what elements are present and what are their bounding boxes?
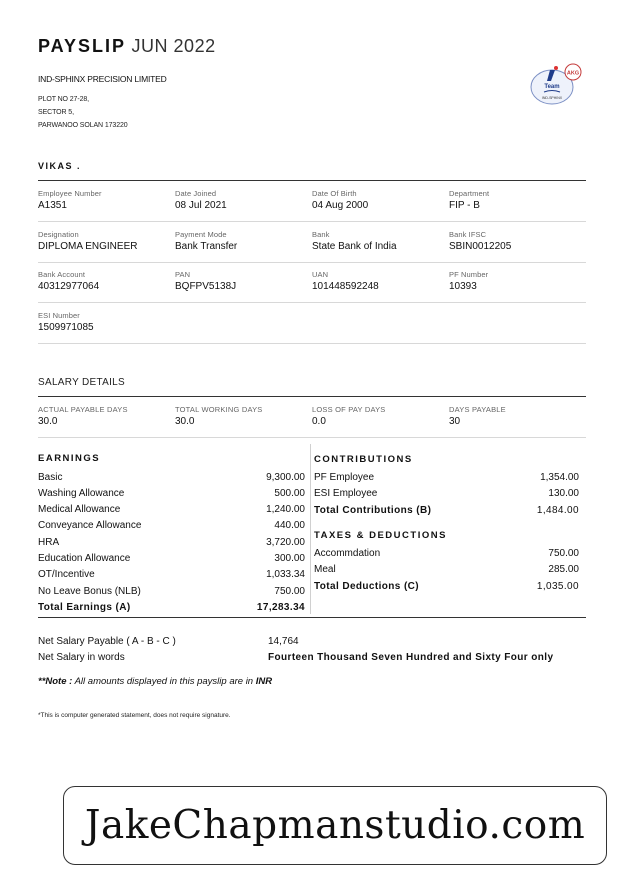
field-value: DIPLOMA ENGINEER <box>38 241 138 252</box>
deduction-row <box>314 548 579 559</box>
employee-name: VIKAS . <box>38 161 82 171</box>
net-salary-words-value: Fourteen Thousand Seven Hundred and Sixty Four only <box>268 652 554 663</box>
divider <box>38 617 586 618</box>
column-divider <box>310 444 311 614</box>
address-line-2: SECTOR 5, <box>38 109 74 116</box>
earning-row <box>38 537 305 548</box>
field-label: ESI Number <box>38 311 80 320</box>
field-label: TOTAL WORKING DAYS <box>175 405 263 414</box>
earning-name: Washing Allowance <box>38 488 125 499</box>
field-label: Date Of Birth <box>312 189 357 198</box>
divider <box>38 343 586 344</box>
currency-note <box>38 676 272 687</box>
field-value: FIP - B <box>449 200 480 211</box>
days-actual-payable <box>38 405 174 427</box>
field-label: UAN <box>312 270 329 279</box>
earning-name: Medical Allowance <box>38 504 121 515</box>
note-currency: INR <box>255 676 273 687</box>
total-contributions-amount: 1,484.00 <box>536 505 579 516</box>
days-payable <box>449 405 585 427</box>
logo-sub-text: IND-SPHINX <box>541 96 563 100</box>
divider <box>38 396 586 397</box>
field-label: LOSS OF PAY DAYS <box>312 405 386 414</box>
payslip-title-bold: PAYSLIP <box>38 36 127 56</box>
contribution-name: ESI Employee <box>314 488 378 499</box>
company-logo <box>530 62 582 106</box>
field-label: Employee Number <box>38 189 102 198</box>
total-earnings-row <box>38 602 305 613</box>
field-value: A1351 <box>38 200 67 211</box>
field-designation <box>38 230 174 252</box>
earning-row <box>38 504 305 515</box>
total-contributions-row <box>314 505 579 516</box>
earnings-heading: EARNINGS <box>38 453 101 464</box>
earning-amount: 1,240.00 <box>266 504 305 515</box>
total-deductions-label: Total Deductions (C) <box>314 581 420 592</box>
field-uan <box>312 270 448 292</box>
field-value: SBIN0012205 <box>449 241 512 252</box>
earning-name: OT/Incentive <box>38 569 95 580</box>
deduction-amount: 750.00 <box>548 548 579 559</box>
field-pf-number <box>449 270 585 292</box>
contribution-row <box>314 472 579 483</box>
net-salary-payable-value: 14,764 <box>268 636 299 647</box>
field-esi-number <box>38 311 174 333</box>
total-deductions-row <box>314 581 579 592</box>
deduction-row <box>314 564 579 575</box>
field-date-joined <box>175 189 311 211</box>
divider <box>38 302 586 303</box>
field-label: Department <box>449 189 490 198</box>
field-value: 1509971085 <box>38 322 94 333</box>
logo-badge: AKG <box>566 70 580 77</box>
earning-name: Conveyance Allowance <box>38 520 142 531</box>
earning-name: Education Allowance <box>38 553 131 564</box>
earning-amount: 300.00 <box>274 553 305 564</box>
field-label: ACTUAL PAYABLE DAYS <box>38 405 128 414</box>
earning-amount: 750.00 <box>274 586 305 597</box>
contribution-name: PF Employee <box>314 472 375 483</box>
contribution-amount: 1,354.00 <box>540 472 579 483</box>
earning-amount: 9,300.00 <box>266 472 305 483</box>
net-salary-words-label: Net Salary in words <box>38 652 125 663</box>
field-value: BQFPV5138J <box>175 281 237 292</box>
salary-details-title: SALARY DETAILS <box>38 377 126 388</box>
earning-row <box>38 569 305 580</box>
days-total-working <box>175 405 311 427</box>
field-value: 10393 <box>449 281 477 292</box>
note-text: All amounts displayed in this payslip are in <box>72 676 256 687</box>
field-value: State Bank of India <box>312 241 397 252</box>
contribution-row <box>314 488 579 499</box>
divider <box>38 221 586 222</box>
earning-name: Basic <box>38 472 63 483</box>
payslip-month: JUN 2022 <box>131 36 216 56</box>
field-date-of-birth <box>312 189 448 211</box>
days-loss-of-pay <box>312 405 448 427</box>
field-value: 40312977064 <box>38 281 100 292</box>
total-contributions-label: Total Contributions (B) <box>314 505 432 516</box>
watermark-box <box>63 786 607 865</box>
earning-amount: 3,720.00 <box>266 537 305 548</box>
divider <box>38 262 586 263</box>
field-label: PAN <box>175 270 191 279</box>
total-earnings-amount: 17,283.34 <box>256 602 305 613</box>
field-value: 30 <box>449 416 461 427</box>
deduction-amount: 285.00 <box>548 564 579 575</box>
earning-row <box>38 520 305 531</box>
field-value: 101448592248 <box>312 281 379 292</box>
total-earnings-label: Total Earnings (A) <box>38 602 131 613</box>
field-bank-account <box>38 270 174 292</box>
deduction-name: Accommdation <box>314 548 381 559</box>
field-label: DAYS PAYABLE <box>449 405 506 414</box>
field-bank-ifsc <box>449 230 585 252</box>
earning-name: No Leave Bonus (NLB) <box>38 586 141 597</box>
footer-note: *This is computer generated statement, does not require signature. <box>38 712 231 719</box>
field-payment-mode <box>175 230 311 252</box>
field-label: PF Number <box>449 270 489 279</box>
earning-name: HRA <box>38 537 60 548</box>
divider <box>38 437 586 438</box>
deductions-heading: TAXES & DEDUCTIONS <box>314 530 447 541</box>
field-label: Bank Account <box>38 270 86 279</box>
total-deductions-amount: 1,035.00 <box>536 581 579 592</box>
contribution-amount: 130.00 <box>548 488 579 499</box>
note-prefix: **Note : <box>38 676 73 687</box>
field-label: Bank <box>312 230 330 239</box>
field-bank <box>312 230 448 252</box>
net-salary-payable-label: Net Salary Payable ( A - B - C ) <box>38 636 176 647</box>
contributions-heading: CONTRIBUTIONS <box>314 454 413 465</box>
field-value: 30.0 <box>175 416 195 427</box>
field-value: 04 Aug 2000 <box>312 200 369 211</box>
logo-team-text: Team <box>544 84 560 90</box>
field-pan <box>175 270 311 292</box>
earning-row <box>38 488 305 499</box>
earning-row <box>38 586 305 597</box>
field-value: 0.0 <box>312 416 326 427</box>
field-label: Designation <box>38 230 79 239</box>
earning-row <box>38 553 305 564</box>
deduction-name: Meal <box>314 564 336 575</box>
field-value: Bank Transfer <box>175 241 238 252</box>
earning-amount: 1,033.34 <box>266 569 305 580</box>
field-value: 08 Jul 2021 <box>175 200 227 211</box>
address-line-1: PLOT NO 27-28, <box>38 96 89 103</box>
payslip-title <box>38 36 216 57</box>
field-label: Date Joined <box>175 189 217 198</box>
field-department <box>449 189 585 211</box>
earning-amount: 500.00 <box>274 488 305 499</box>
watermark-text: JakeChapmanstudio.com <box>84 803 586 848</box>
earning-row <box>38 472 305 483</box>
field-employee-number <box>38 189 174 211</box>
address-line-3: PARWANOO SOLAN 173220 <box>38 122 128 129</box>
field-label: Payment Mode <box>175 230 227 239</box>
company-name: IND-SPHINX PRECISION LIMITED <box>38 74 167 84</box>
earning-amount: 440.00 <box>274 520 305 531</box>
field-value: 30.0 <box>38 416 58 427</box>
field-label: Bank IFSC <box>449 230 487 239</box>
divider <box>38 180 586 181</box>
